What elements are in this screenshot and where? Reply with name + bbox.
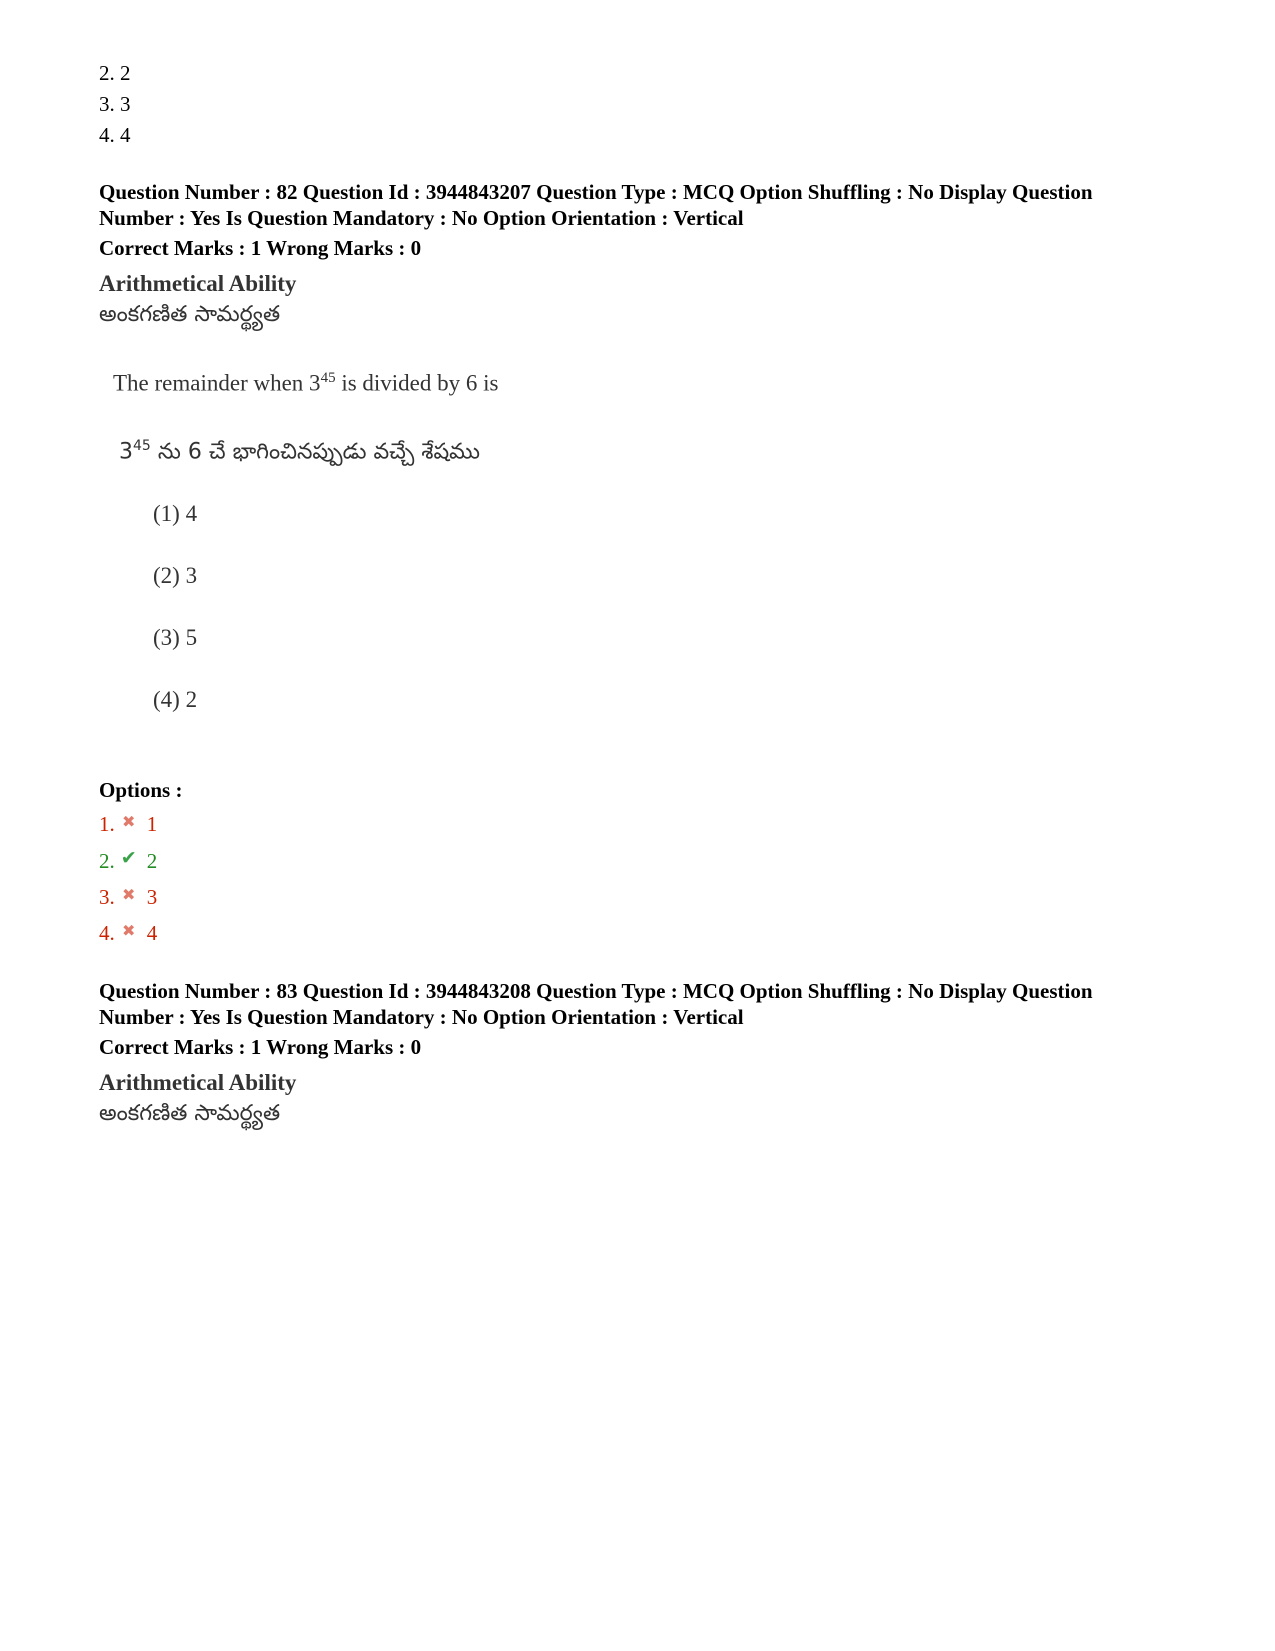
question-choice: (3) 5 [153,624,198,650]
subject-telugu: అంకగణిత సామర్థ్యత [99,1100,281,1126]
question-meta: Question Number : 82 Question Id : 3944843207 Question Type : MCQ Option Shuffling : No Display Question [99,180,1093,204]
question-marks: Correct Marks : 1 Wrong Marks : 0 [99,236,422,260]
prev-option: 4. 4 [99,123,131,147]
question-marks: Correct Marks : 1 Wrong Marks : 0 [99,1034,422,1059]
question-82 [99,179,1199,950]
prev-option: 2. 2 [99,61,131,85]
cross-icon: ✖ [122,884,136,904]
question-text-telugu: $3^{45}$ ను 6 చే భాగించినప్పుడు వచ్చే శేషము [119,437,481,464]
answer-option: 3. ✖ 3 [99,878,1199,914]
answer-option: 4. ✖ 4 [99,914,1199,950]
subject-telugu: అంకగణిత సామర్థ్యత [99,302,281,327]
subject-english: Arithmetical Ability [99,271,297,296]
question-83 [99,978,1199,1130]
answer-option-correct: 2. ✔ 2 [99,841,1199,878]
subject-english: Arithmetical Ability [99,1069,297,1095]
previous-options [99,58,1199,151]
options-heading: Options : [99,777,183,802]
question-choice: (2) 3 [153,562,198,588]
cross-icon: ✖ [122,920,136,940]
check-icon: ✔ [120,846,137,869]
question-choice: (1) 4 [153,500,198,526]
question-text-english: The remainder when $3^{45}$ is divided by 6 is [113,370,499,396]
question-choice: (4) 2 [153,686,198,712]
exam-page [99,58,1199,1130]
question-meta: Number : Yes Is Question Mandatory : No Option Orientation : Vertical [99,1004,744,1029]
question-image [99,361,1199,731]
question-meta: Question Number : 83 Question Id : 3944843208 Question Type : MCQ Option Shuffling : No Display Question [99,978,1093,1003]
answer-option: 1. ✖ 1 [99,805,1199,841]
prev-option: 3. 3 [99,92,131,116]
question-meta: Number : Yes Is Question Mandatory : No Option Orientation : Vertical [99,206,744,230]
cross-icon: ✖ [122,811,136,831]
